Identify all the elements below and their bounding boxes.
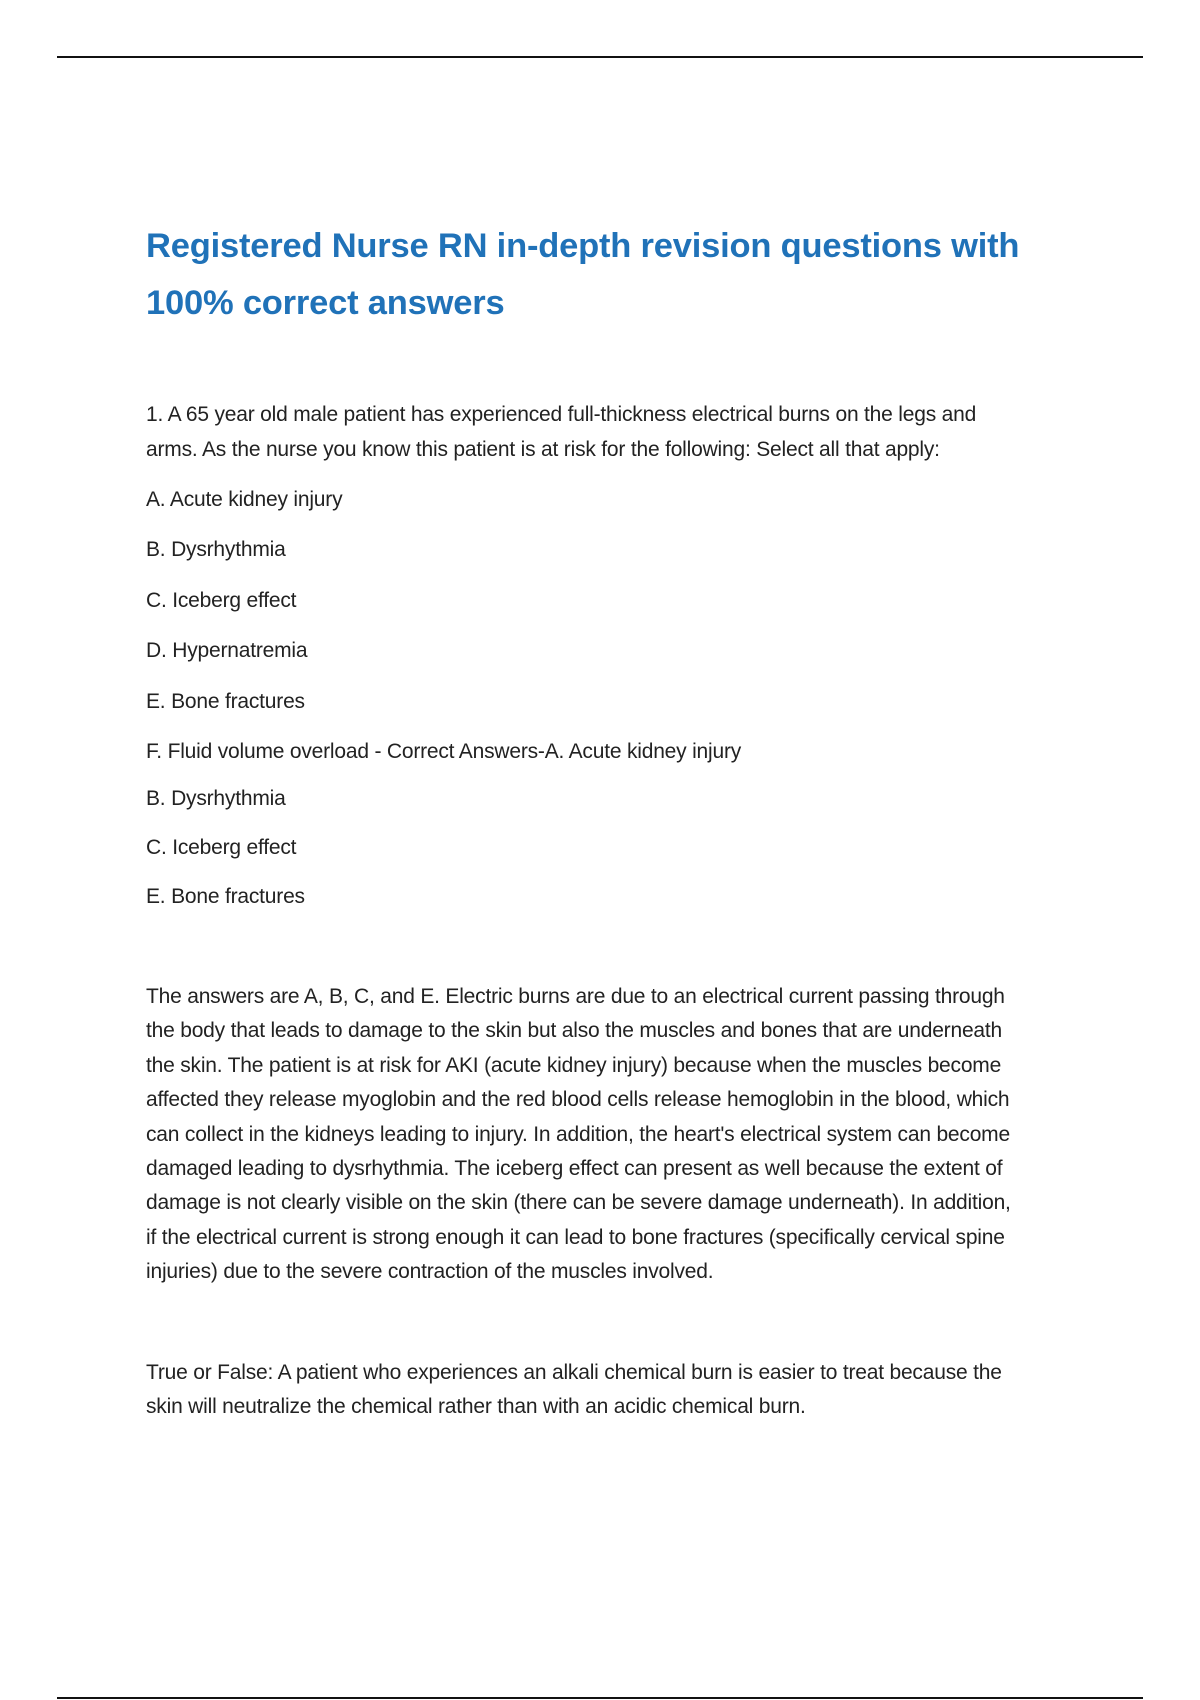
explanation-line: can collect in the kidneys leading to injury. In addition, the heart's electrical system can become bbox=[146, 1122, 1010, 1146]
document-title bbox=[146, 218, 1086, 332]
question-1-correct-answers bbox=[146, 782, 1086, 914]
explanation-line: damaged leading to dysrhythmia. The iceberg effect can present as well because the extent of bbox=[146, 1157, 1003, 1181]
question-2-line-2: skin will neutralize the chemical rather than with an acidic chemical burn. bbox=[146, 1395, 806, 1419]
correct-answer-e: E. Bone fractures bbox=[146, 885, 305, 908]
header-rule bbox=[57, 56, 1143, 58]
document-body bbox=[146, 218, 1086, 1425]
title-line-1: Registered Nurse RN in-depth revision questions with bbox=[146, 227, 1020, 265]
footer-rule bbox=[57, 1697, 1143, 1699]
question-1-options bbox=[146, 483, 1086, 770]
explanation-line: if the electrical current is strong enough it can lead to bone fractures (specifically cervical spine bbox=[146, 1225, 1005, 1249]
question-1-stem bbox=[146, 398, 1086, 467]
explanation-line: the skin. The patient is at risk for AKI (acute kidney injury) because when the muscles become bbox=[146, 1053, 1002, 1077]
question-2-line-1: True or False: A patient who experiences an alkali chemical burn is easier to treat because the bbox=[146, 1360, 1002, 1384]
option-a: A. Acute kidney injury bbox=[146, 487, 343, 511]
question-1-explanation bbox=[146, 980, 1086, 1290]
question-1-stem-line-2: arms. As the nurse you know this patient is at risk for the following: Select all that apply: bbox=[146, 437, 940, 461]
option-b: B. Dysrhythmia bbox=[146, 538, 286, 561]
option-c: C. Iceberg effect bbox=[146, 588, 297, 612]
explanation-line: The answers are A, B, C, and E. Electric burns are due to an electrical current passing through bbox=[146, 985, 1005, 1008]
explanation-line: injuries) due to the severe contraction of the muscles involved. bbox=[146, 1260, 714, 1284]
option-d: D. Hypernatremia bbox=[146, 639, 308, 662]
correct-answer-c: C. Iceberg effect bbox=[146, 836, 297, 859]
explanation-line: affected they release myoglobin and the red blood cells release hemoglobin in the blood, which bbox=[146, 1088, 1010, 1112]
option-f-with-correct-answers: F. Fluid volume overload - Correct Answers-A. Acute kidney injury bbox=[146, 740, 742, 763]
title-line-2: 100% correct answers bbox=[146, 284, 505, 322]
question-2-true-false bbox=[146, 1356, 1086, 1425]
correct-answer-b: B. Dysrhythmia bbox=[146, 787, 286, 810]
explanation-line: damage is not clearly visible on the skin (there can be severe damage underneath). In addition, bbox=[146, 1191, 1011, 1215]
explanation-line: the body that leads to damage to the skin but also the muscles and bones that are underneath bbox=[146, 1019, 1003, 1043]
option-e: E. Bone fractures bbox=[146, 689, 305, 713]
question-1-stem-line-1: 1. A 65 year old male patient has experienced full-thickness electrical burns on the legs and bbox=[146, 403, 977, 426]
